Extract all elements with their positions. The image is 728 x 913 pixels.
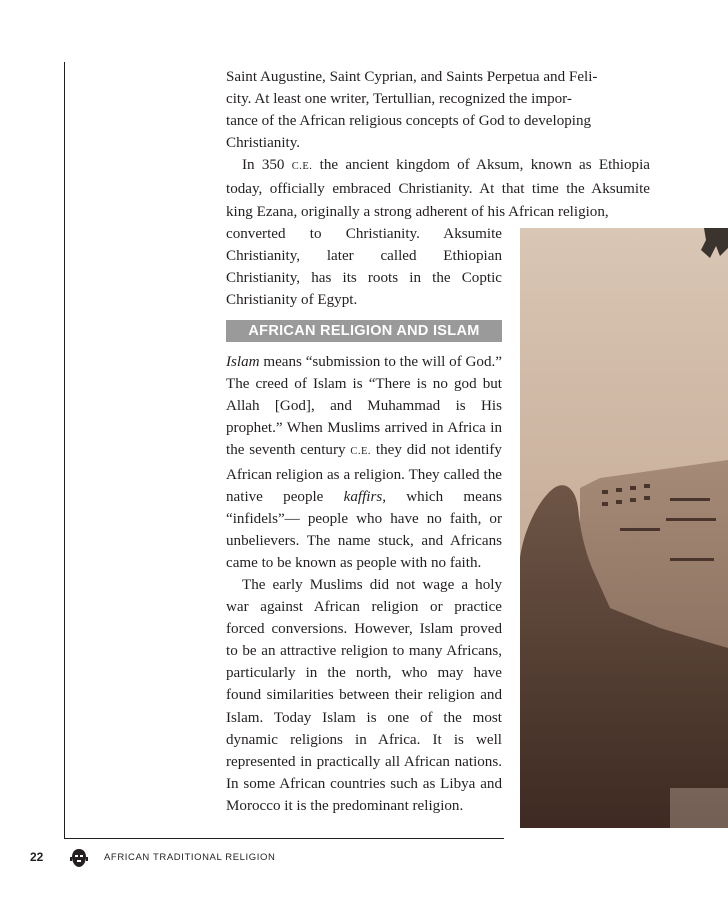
african-mask-logo-icon: [70, 848, 88, 868]
term-kaffirs: kaffirs,: [343, 488, 387, 505]
text-line: tance of the African religious concepts of God to developing: [226, 113, 592, 130]
text-line: city. At least one writer, Tertullian, recognized the impor-: [226, 91, 572, 108]
term-islam: Islam: [226, 354, 260, 371]
text-run: In 350: [242, 157, 292, 174]
text-run: the ancient kingdom of Aksum, known as Ethiopia today, officially embraced Christianity. At that time the Aksumite king Ezana, originally a strong adherent of his African religion,: [226, 157, 650, 220]
mosque-photo: [520, 228, 728, 828]
era-abbreviation: C.E.: [291, 161, 313, 173]
paragraph-islam-definition: [226, 351, 502, 574]
page-margin-rule-vertical: [64, 62, 65, 838]
text-run: they did not identify African religion as a religion. They called the native people: [226, 442, 502, 505]
text-run: means “submission to the will of God.” The creed of Islam is “There is no god but Allah [God], and Muhammad is His prophet.” When Muslims arrived in Africa in the seventh century: [226, 354, 502, 459]
text-line: Christianity.: [226, 135, 301, 152]
ground-light: [670, 788, 728, 828]
text-line: Saint Augustine, Saint Cyprian, and Saints Perpetua and Feli-: [226, 69, 598, 85]
section-heading: AFRICAN RELIGION AND ISLAM: [226, 320, 502, 342]
page-number: 22: [30, 850, 44, 864]
paragraph-aksum-b: converted to Christianity. Aksumite Christianity, later called Ethiopian Christianity, has its roots in the Coptic Christianity of Egypt.: [226, 225, 502, 308]
paragraph-aksum-a: [226, 154, 650, 222]
page-margin-rule-horizontal: [64, 838, 504, 839]
era-abbreviation: C.E.: [350, 446, 372, 458]
text-run: which means “infidels”— people who have no faith, or unbelievers. The name stuck, and Africans came to be known as people with no faith.: [226, 488, 502, 571]
running-title: AFRICAN TRADITIONAL RELIGION: [104, 852, 276, 863]
mosque-photo-illustration: [520, 228, 728, 828]
paragraph-islam-spread: The early Muslims did not wage a holy war against African religion or practice forced conversions. However, Islam proved to be an attractive religion to many Africans, particularly in the north, who may have found similarities between their religion and Islam. Today Islam is one of the most dynamic religions in Africa. It is well represented in practically all African nations. In some African countries such as Libya and Morocco it is the predominant religion.: [226, 576, 502, 814]
paragraph-christianity-saints: [226, 66, 650, 154]
